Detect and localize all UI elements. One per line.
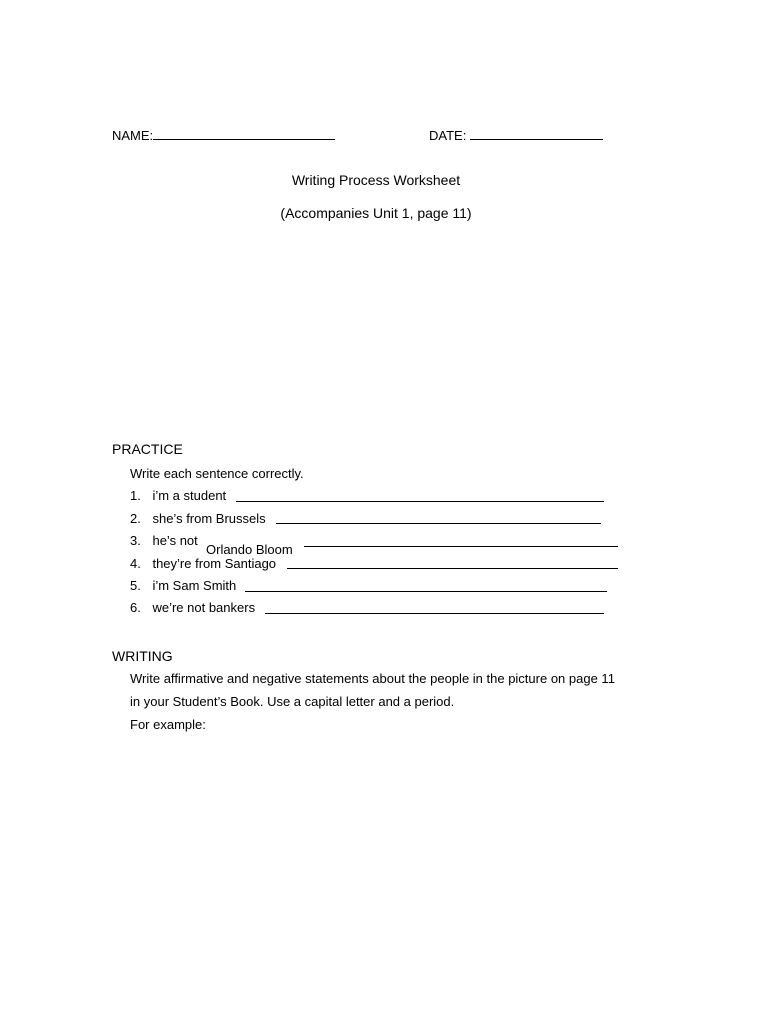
page-title: Writing Process Worksheet xyxy=(291,172,461,188)
practice-item-4 xyxy=(130,556,276,571)
writing-example-label: For example: xyxy=(130,717,206,732)
writing-instruction-line-2: in your Student’s Book. Use a capital letter and a period. xyxy=(130,694,455,709)
practice-item-1 xyxy=(130,488,226,503)
name-blank[interactable] xyxy=(153,127,335,140)
answer-line-5[interactable] xyxy=(245,591,607,592)
item-text: she’s from Brussels xyxy=(152,511,266,526)
answer-line-2[interactable] xyxy=(276,523,601,524)
item-number: 6. xyxy=(130,600,141,615)
page-subtitle: (Accompanies Unit 1, page 11) xyxy=(280,205,472,221)
writing-heading: WRITING xyxy=(112,648,173,664)
answer-line-4[interactable] xyxy=(287,568,618,569)
item-text: i’m Sam Smith xyxy=(152,578,237,593)
answer-line-3[interactable] xyxy=(304,546,618,547)
answer-line-6[interactable] xyxy=(265,613,604,614)
item-number: 2. xyxy=(130,511,141,526)
practice-item-2 xyxy=(130,511,266,526)
item-text: he’s not xyxy=(152,533,198,548)
writing-instruction-line-1: Write affirmative and negative statements about the people in the picture on page 11 xyxy=(130,671,615,686)
date-label: DATE: xyxy=(429,128,467,143)
item-text: we’re not bankers xyxy=(152,600,256,615)
answer-line-1[interactable] xyxy=(236,501,604,502)
practice-heading: PRACTICE xyxy=(112,441,183,457)
item-text: they’re from Santiago xyxy=(152,556,277,571)
date-blank[interactable] xyxy=(470,127,603,140)
name-label: NAME: xyxy=(112,128,154,143)
item-text: i’m a student xyxy=(152,488,227,503)
practice-item-6 xyxy=(130,600,255,615)
practice-item-3 xyxy=(130,533,198,548)
item-number: 1. xyxy=(130,488,141,503)
item-number: 3. xyxy=(130,533,141,548)
name-field xyxy=(112,127,335,143)
item-number: 4. xyxy=(130,556,141,571)
item-number: 5. xyxy=(130,578,141,593)
date-field xyxy=(429,127,603,143)
item-3-name-overlay: Orlando Bloom xyxy=(206,542,293,557)
practice-item-5 xyxy=(130,578,236,593)
practice-instruction: Write each sentence correctly. xyxy=(130,466,304,481)
